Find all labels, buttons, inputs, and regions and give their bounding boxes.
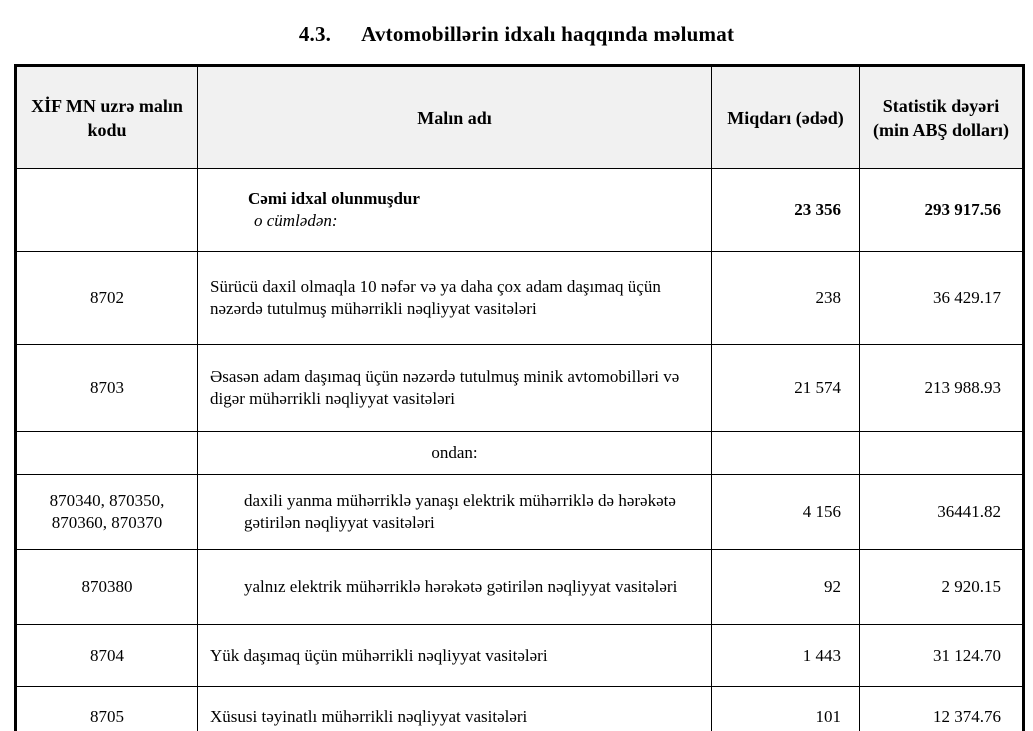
quantity-cell xyxy=(712,432,860,475)
section-title-text: Avtomobillərin idxalı haqqında məlumat xyxy=(361,22,735,46)
table-row xyxy=(16,550,1024,625)
value-cell: 36 429.17 xyxy=(860,252,1024,345)
product-name: ondan: xyxy=(431,443,478,462)
product-name: Yük daşımaq üçün mühərrikli nəqliyyat vasitələri xyxy=(210,645,548,665)
value-cell: 293 917.56 xyxy=(860,169,1024,252)
product-name-cell xyxy=(198,169,712,252)
product-name: Əsasən adam daşımaq üçün nəzərdə tutulmuş minik avtomobilləri və digər mühərrikli nəqliyyat vasitələri xyxy=(210,367,680,408)
value-cell xyxy=(860,432,1024,475)
quantity-cell: 23 356 xyxy=(712,169,860,252)
header-product-code: XİF MN uzrə malın kodu xyxy=(16,66,198,169)
header-row xyxy=(16,66,1024,169)
product-name: daxili yanma mühərriklə yanaşı elektrik mühərriklə də hərəkətə gətirilən nəqliyyat vasitələri xyxy=(244,491,676,532)
product-name: Xüsusi təyinatlı mühərrikli nəqliyyat vasitələri xyxy=(210,707,528,726)
product-name-cell xyxy=(198,252,712,345)
product-name: yalnız elektrik mühərriklə hərəkətə gətirilən nəqliyyat vasitələri xyxy=(244,577,678,596)
product-code-cell: 8704 xyxy=(16,625,198,687)
document-page xyxy=(0,22,1033,731)
quantity-cell: 4 156 xyxy=(712,475,860,550)
header-statistical-value: Statistik dəyəri (min ABŞ dolları) xyxy=(860,66,1024,169)
product-name-cell xyxy=(198,345,712,432)
product-code-cell: 870340, 870350, 870360, 870370 xyxy=(16,475,198,550)
table-header xyxy=(16,66,1024,169)
header-quantity: Miqdarı (ədəd) xyxy=(712,66,860,169)
table-row xyxy=(16,475,1024,550)
value-cell: 36441.82 xyxy=(860,475,1024,550)
product-code-cell: 8702 xyxy=(16,252,198,345)
quantity-cell: 1 443 xyxy=(712,625,860,687)
value-cell: 31 124.70 xyxy=(860,625,1024,687)
product-name-cell xyxy=(198,625,712,687)
product-subname: o cümlədən: xyxy=(254,211,338,230)
quantity-cell: 21 574 xyxy=(712,345,860,432)
section-number: 4.3. xyxy=(298,22,332,46)
quantity-cell: 101 xyxy=(712,687,860,731)
header-product-name: Malın adı xyxy=(198,66,712,169)
quantity-cell: 92 xyxy=(712,550,860,625)
product-name-cell xyxy=(198,550,712,625)
product-name: Cəmi idxal olunmuşdur xyxy=(248,189,420,208)
imports-table xyxy=(14,64,1025,731)
quantity-cell: 238 xyxy=(712,252,860,345)
table-row xyxy=(16,345,1024,432)
table-row xyxy=(16,432,1024,475)
table-body xyxy=(16,169,1024,731)
value-cell: 2 920.15 xyxy=(860,550,1024,625)
product-code-cell xyxy=(16,169,198,252)
table-row xyxy=(16,687,1024,731)
table-row xyxy=(16,169,1024,252)
value-cell: 12 374.76 xyxy=(860,687,1024,731)
table-row xyxy=(16,625,1024,687)
table-row xyxy=(16,252,1024,345)
product-name-cell xyxy=(198,687,712,731)
product-code-cell: 8705 xyxy=(16,687,198,731)
product-code-cell: 8703 xyxy=(16,345,198,432)
value-cell: 213 988.93 xyxy=(860,345,1024,432)
product-name: Sürücü daxil olmaqla 10 nəfər və ya daha çox adam daşımaq üçün nəzərdə tutulmuş mühərrikli nəqliyyat vasitələri xyxy=(210,277,661,318)
product-name-cell xyxy=(198,475,712,550)
product-code-cell xyxy=(16,432,198,475)
page-title xyxy=(0,22,1033,47)
product-code-cell: 870380 xyxy=(16,550,198,625)
product-name-cell xyxy=(198,432,712,475)
